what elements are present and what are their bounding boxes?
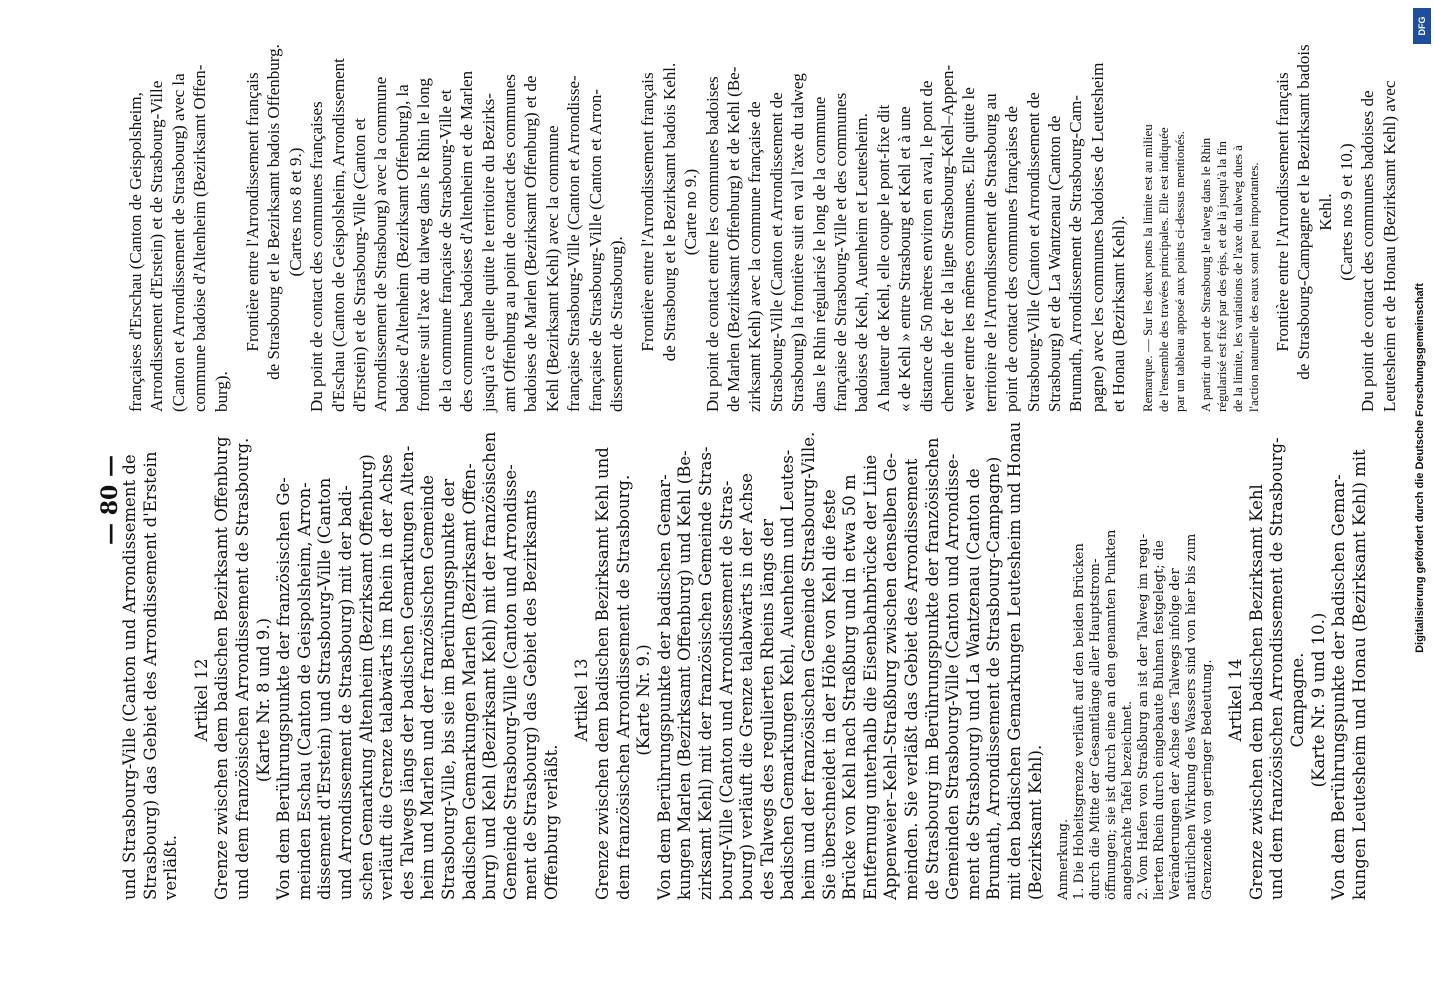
french-line: Arrondissement de Strasbourg) avec la commune (371, 76, 391, 412)
german-line: meinden Eschau (Canton de Geispolsheim, Arron- (294, 482, 314, 900)
german-line: verläßt. (161, 835, 181, 900)
french-line: Strasbourg-Ville (Canton et Arrondissement de (1023, 92, 1043, 412)
german-line: (Karte Nr. 9.) (634, 644, 654, 756)
french-line: A hauteur de Kehl, elle coupe le pont-fixe dit (873, 104, 893, 412)
french-line: point de contact des communes françaises de (1002, 106, 1022, 412)
german-line: (Bezirksamt Kehl). (1025, 744, 1045, 900)
german-line: und dem französischen Arrondissement de Strasbourg. (232, 437, 252, 900)
french-line: dissement de Strasbourg). (606, 236, 626, 412)
french-line (627, 12, 637, 412)
french-line: territoire de l'Arrondissement de Strasbourg au (980, 93, 1000, 412)
french-line: française Strasbourg-Ville (Canton et Arrondisse- (564, 75, 584, 412)
german-line: angebrachte Tafel bezeichnet. (1120, 700, 1136, 900)
page-number-text: — 80 — (97, 455, 123, 545)
german-line: (Karte Nr. 8 und 9.) (253, 617, 273, 783)
french-line: de la commune française de Strasbourg-Ville et (435, 89, 455, 412)
french-line: de Strasbourg et le Bezirksamt badois Kehl. (659, 62, 679, 362)
german-line: des Talwegs des regulierten Rheins längs der (757, 518, 777, 900)
german-line: bourg) verläuft die Grenze talabwärts in der Achse (737, 473, 757, 900)
french-line: weier entre les mêmes communes. Elle quitte le (959, 87, 979, 412)
french-line: (Carte no 9.) (681, 168, 701, 256)
german-line: schen Gemarkung Altenheim (Bezirksamt Offenburg) (356, 454, 376, 900)
french-line: de Marlen (Bezirksamt Offenburg) et de Kehl (Be- (723, 66, 743, 412)
french-line: frontière suit l'axe du talweg dans le Rhin le long (414, 77, 434, 412)
german-line: meinden. Sie verläßt das Gebiet des Arrondissement (901, 458, 921, 900)
german-line: Grenze zwischen dem badischen Bezirksamt Kehl und (593, 447, 613, 900)
german-line: ment de Strasbourg) das Gebiet des Bezirksamts (521, 489, 541, 900)
french-line: l'action naturelle des eaux sont peu importantes. (1245, 162, 1261, 412)
dfg-logo (1413, 8, 1431, 44)
french-line: dans le Rhin régularisé le long de la commune (809, 96, 829, 412)
german-line: lierten Rhein durch eingebaute Buhnen festgelegt; die (1152, 540, 1168, 900)
german-line: öffnungen; sie ist durch eine an den genannten Punkten (1104, 529, 1120, 900)
german-line: Gemeinde Strasbourg-Ville (Canton und Arrondisse- (500, 464, 520, 900)
french-line: de la limite, les variations de l'axe du talweg dues à (1229, 145, 1245, 412)
german-line: bourg-Ville (Canton und Arrondissement de Stras- (716, 480, 736, 900)
german-line: kungen Leutesheim und Honau (Bezirksamt Kehl) mit (1349, 449, 1369, 900)
french-line: régularisé est fixé par des épis, et de là jusqu'à la fin (1213, 141, 1229, 412)
french-line: badoise d'Altenheim (Bezirksamt Offenburg), la (392, 84, 412, 412)
french-line: commune badoise d'Altenheim (Bezirksamt Offen- (190, 64, 210, 412)
french-line: zirksamt Kehl) avec la commune française de (745, 101, 765, 412)
french-line: Du point de contact des communes françaises (307, 101, 327, 412)
german-line: Gemeinden Strasbourg-Ville (Canton und Arrondisse- (943, 453, 963, 900)
german-line: dissement d'Erstein) und Strasbourg-Ville (Canton (315, 477, 335, 900)
german-line: ment de Strasbourg) und La Wantzenau (Canton de (963, 468, 983, 900)
german-line (1046, 500, 1056, 900)
german-line: Artikel 12 (191, 658, 211, 742)
german-line: Brücke von Kehl nach Straßburg und in etwa 50 m (840, 474, 860, 900)
german-line: zirksamt Kehl) mit der französischen Gemeinde Stras- (696, 446, 716, 900)
french-line: Arrondissement d'Erstein) et de Strasbourg-Ville (147, 80, 167, 412)
german-line: und dem französischen Arrondissement de Strasbourg- (1267, 437, 1287, 900)
french-line: pagne) avec les communes badoises de Leutesheim (1087, 62, 1107, 412)
french-line: Remarque. — Sur les deux ponts la limite est au milieu (1139, 124, 1155, 412)
german-line: und Arrondissement de Strasbourg) mit der badi- (335, 485, 355, 900)
french-line (1188, 12, 1198, 412)
german-line: Offenburg verläßt. (541, 744, 561, 900)
german-line: Von dem Berührungspunkte der badischen Gemar- (654, 474, 674, 900)
french-line: « de Kehl » entre Strasbourg et Kehl et à une (895, 106, 915, 412)
digitization-credit (1412, 283, 1428, 653)
french-line (1262, 12, 1272, 412)
german-line: Strasbourg-Ville, bis sie im Berührungspunkte der (438, 478, 458, 900)
german-line: durch die Mitte der Gesamtlänge aller Hauptstrom- (1088, 558, 1104, 900)
german-line: 2. Vom Hafen von Straßburg an ist der Talweg im regu- (1136, 533, 1152, 900)
french-line (1130, 12, 1140, 412)
german-line: Artikel 13 (572, 658, 592, 742)
german-line: Von dem Berührungspunkte der französischen Ge- (274, 477, 294, 900)
french-line (232, 12, 242, 412)
french-line: amt Offenburg au point de contact des communes (499, 74, 519, 412)
german-line: verläuft die Grenze talabwärts im Rhein in der Achse (377, 454, 397, 900)
french-line: par un tableau apposé aux points ci-dessus mentionés. (1171, 131, 1187, 412)
french-line: (Canton et Arrondissement de Strasbourg) avec la (168, 73, 188, 412)
german-line: Strasbourg) das Gebiet des Arrondissement d'Erstein (140, 451, 160, 900)
german-line: Appenweier–Kehl–Straßburg zwischen denselben Ge- (881, 452, 901, 900)
french-line: Frontière entre l'Arrondissement français (638, 72, 658, 352)
german-line: badischen Gemarkungen Marlen (Bezirksamt Offen- (459, 463, 479, 900)
german-line: Campagne. (1287, 652, 1307, 748)
german-line: kungen Marlen (Bezirksamt Offenburg) und Kehl (Be- (675, 450, 695, 900)
german-line: heim und Marlen und der französischen Gemeinde (418, 474, 438, 900)
french-line: burg). (211, 371, 231, 412)
french-line: et Honau (Bezirksamt Kehl). (1109, 215, 1129, 412)
german-line: mit den badischen Gemarkungen Leutesheim und Honau (1004, 421, 1024, 900)
french-line: Leutesheim et de Honau (Bezirksamt Kehl) avec (1379, 80, 1399, 412)
french-line: des communes badoises d'Altenheim et de Marlen (457, 70, 477, 412)
german-line (1216, 500, 1226, 900)
french-line: française de Strasbourg-Ville et des communes (831, 92, 850, 412)
german-line: Grenze zwischen dem badischen Bezirksamt Offenburg (212, 436, 232, 900)
french-line: de Strasbourg et le Bezirksamt badois Offenburg. (264, 44, 284, 380)
german-line: und Strasbourg-Ville (Canton und Arrondissement de (120, 454, 139, 900)
german-line: dem französischen Arrondissement de Strasbourg. (613, 474, 633, 900)
french-line: de Strasbourg-Campagne et le Bezirksamt badois (1294, 44, 1314, 380)
french-line: d'Erstein) et de Strasbourg-Ville (Canton et (350, 118, 370, 412)
dfg-logo-text: DFG (1417, 16, 1427, 36)
german-line: Entfernung unterhalb die Eisenbahnbrücke der Linie (860, 454, 880, 900)
german-line: natürlichen Wirkung des Wassers sind von hier bis zum (1184, 533, 1200, 900)
german-line: Sie überschneidet in der Höhe von Kehl die feste (819, 489, 839, 900)
french-line: Du point de contact entre les communes badoises (702, 76, 722, 412)
german-line: de Strasbourg im Berührungspunkte der französischen (922, 437, 942, 900)
german-line: (Karte Nr. 9 und 10.) (1308, 612, 1328, 788)
german-line: des Talwegs längs der badischen Gemarkungen Alten- (397, 445, 417, 900)
german-line: Veränderungen der Achse des Talwegs infolge der (1168, 568, 1184, 900)
french-line: Brumath, Arrondissement de Strasbourg-Cam- (1066, 95, 1086, 412)
french-line: chemin de fer de la ligne Strasbourg–Kehl–Appen- (938, 64, 958, 412)
german-line: burg) und Kehl (Bezirksamt Kehl) mit der französischen (480, 431, 500, 900)
french-line: française de Strasbourg-Ville (Canton et Arron- (585, 89, 605, 412)
french-line: (Cartes nos 8 et 9.) (285, 147, 305, 277)
french-line: jusqu'à ce quelle quitte le territoire du Bezirks- (478, 93, 498, 412)
french-line: Strasbourg-Ville (Canton et Arrondissement de (766, 92, 786, 412)
french-line: Du point de contact des communes badoises de (1358, 90, 1378, 412)
french-line: d'Eschau (Canton de Geispolsheim, Arrondissement (328, 58, 348, 412)
french-line: Kehl (Bezirksamt Kehl) avec la commune (542, 125, 562, 412)
french-line: badoises de Marlen (Bezirksamt Offenburg) et de (521, 75, 541, 412)
german-line: Artikel 14 (1226, 658, 1246, 742)
french-line: Frontière entre l'Arrondissement français (1272, 72, 1292, 352)
french-line: Strasbourg) la frontière suit en val l'axe du talweg (788, 73, 808, 412)
german-line: heim und der französischen Gemeinde Strasbourg-Ville. (799, 431, 818, 900)
german-line: Grenze zwischen dem badischen Bezirksamt Kehl (1246, 484, 1266, 900)
german-line: Von dem Berührungspunkte der badischen Gemar- (1329, 474, 1349, 900)
french-line: Strasbourg) et de La Wantzenau (Canton de (1045, 115, 1065, 412)
french-column (125, 12, 1400, 412)
german-line: Anmerkung. (1056, 818, 1072, 900)
german-line (562, 500, 572, 900)
french-line: de l'ensemble des travées principales. Elle est indiquée (1155, 127, 1171, 412)
credit-text: Digitalisierung gefördert durch die Deutsche Forschungsgemeinschaft (1414, 283, 1426, 653)
german-line: Brumath, Arrondissement de Strasbourg-Campagne) (984, 456, 1004, 900)
french-line: (Cartes nos 9 et 10.) (1336, 143, 1356, 281)
french-line: A partir du port de Strasbourg le talweg dans le Rhin (1197, 137, 1213, 412)
german-line: Grenzende von geringer Bedeutung. (1200, 659, 1216, 900)
french-line: distance de 50 mètres environ en aval, le pont de (916, 80, 936, 412)
german-column (120, 421, 1370, 900)
german-line: 1. Die Hoheitsgrenze verläuft auf den beiden Brücken (1072, 543, 1088, 900)
french-line: françaises d'Erschau (Canton de Geispolsheim, (126, 92, 145, 412)
french-line: badoises de Kehl, Auenheim et Leutesheim. (852, 113, 872, 412)
french-line: Kehl. (1315, 193, 1335, 231)
german-line (182, 500, 192, 900)
german-line: badischen Gemarkungen Kehl, Auenheim und Leutes- (778, 449, 798, 900)
french-line: Frontière entre l'Arrondissement français (243, 72, 263, 352)
